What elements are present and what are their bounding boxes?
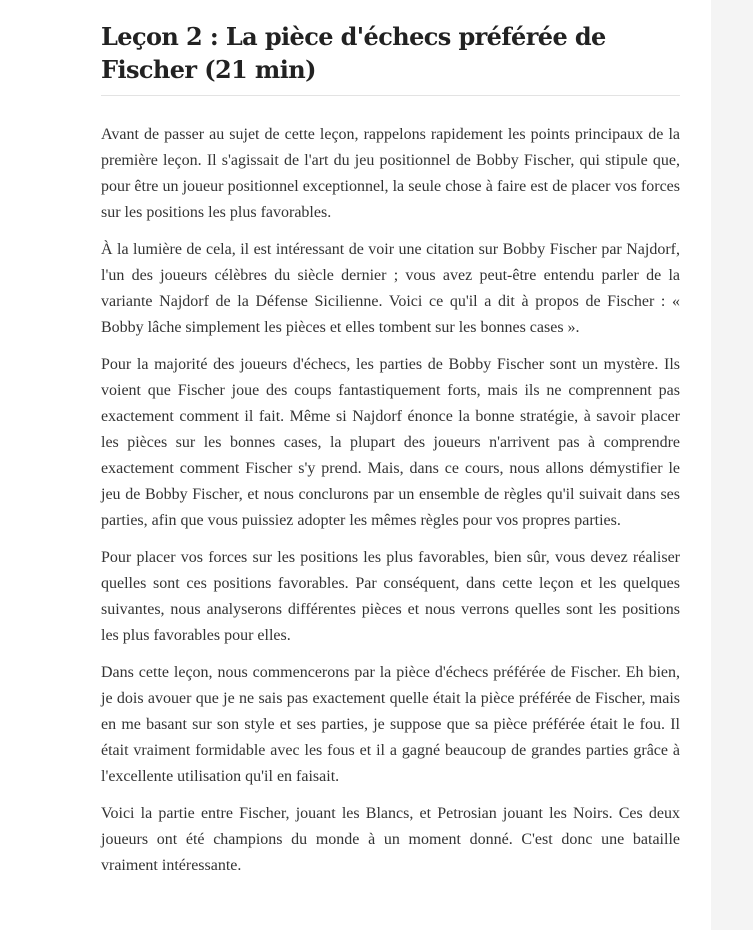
page-gutter <box>711 0 753 930</box>
lesson-article <box>101 20 680 890</box>
lesson-paragraph-mystery: Pour la majorité des joueurs d'échecs, les parties de Bobby Fischer sont un mystère. Ils voient que Fischer joue des coups fantastiquement forts, mais ils ne comprennent pas exactement comment il fait. Même si Najdorf énonce la bonne stratégie, à savoir placer les pièces sur les bonnes cases, la plupart des joueurs n'arrivent pas à comprendre exactement comment Fischer s'y prend. Mais, dans ce cours, nous allons démystifier le jeu de Bobby Fischer, et nous conclurons par un ensemble de règles qu'il suivait dans ses parties, afin que vous puissiez adopter les mêmes règles pour vos propres parties. <box>101 356 680 529</box>
lesson-paragraph-recap: Avant de passer au sujet de cette leçon, rappelons rapidement les points principaux de la première leçon. Il s'agissait de l'art du jeu positionnel de Bobby Fischer, qui stipule que, pour être un joueur positionnel exceptionnel, la seule chose à faire est de placer vos forces sur les positions les plus favorables. <box>101 126 680 221</box>
lesson-paragraph-favorable-positions: Pour placer vos forces sur les positions les plus favorables, bien sûr, vous devez réaliser quelles sont ces positions favorables. Par conséquent, dans cette leçon et les quelques suivantes, nous analyserons différentes pièces et nous verrons quelles sont les positions les plus favorables pour elles. <box>101 549 680 644</box>
title-divider <box>101 95 680 96</box>
lesson-paragraph-favorite-piece: Dans cette leçon, nous commencerons par la pièce d'échecs préférée de Fischer. Eh bien, je dois avouer que je ne sais pas exactement quelle était la pièce préférée de Fischer, mais en me basant sur son style et ses parties, je suppose que sa pièce préférée était le fou. Il était vraiment formidable avec les fous et il a gagné beaucoup de grandes parties grâce à l'excellente utilisation qu'il en faisait. <box>101 664 680 785</box>
lesson-paragraph-game-intro: Voici la partie entre Fischer, jouant les Blancs, et Petrosian jouant les Noirs. Ces deux joueurs ont été champions du monde à un moment donné. C'est donc une bataille vraiment intéressante. <box>101 805 680 874</box>
lesson-title: Leçon 2 : La pièce d'échecs préférée de Fischer (21 min) <box>101 22 606 84</box>
lesson-paragraph-najdorf-quote: À la lumière de cela, il est intéressant de voir une citation sur Bobby Fischer par Najdorf, l'un des joueurs célèbres du siècle dernier ; vous avez peut-être entendu parler de la variante Najdorf de la Défense Sicilienne. Voici ce qu'il a dit à propos de Fischer : « Bobby lâche simplement les pièces et elles tombent sur les bonnes cases ». <box>101 241 680 336</box>
